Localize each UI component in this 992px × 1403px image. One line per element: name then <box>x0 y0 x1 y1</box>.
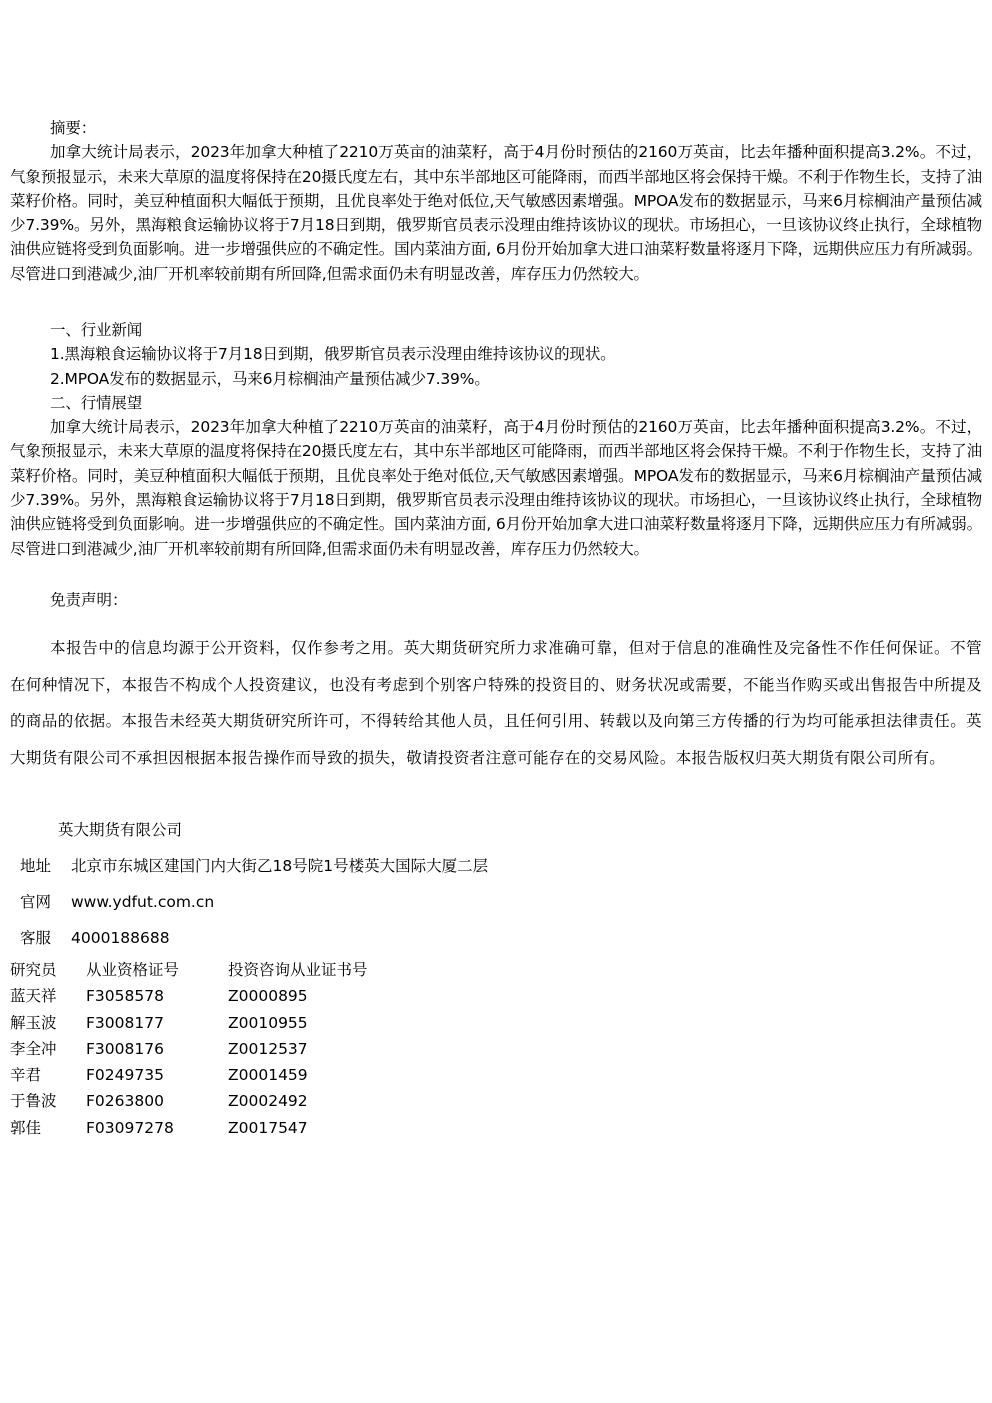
contact-address-row <box>20 854 488 878</box>
summary-label: 摘要： <box>50 119 97 137</box>
qualification-no: F0249735 <box>86 1066 164 1085</box>
table-row <box>10 1010 368 1036</box>
table-row <box>10 1036 368 1062</box>
staff-table-header <box>10 957 368 983</box>
table-row <box>10 1115 368 1141</box>
researcher-name: 李全冲 <box>10 1039 57 1058</box>
table-row <box>10 1062 368 1088</box>
qualification-no: F3058578 <box>86 987 164 1006</box>
industry-news-item-1: 1.黑海粮食运输协议将于7月18日到期，俄罗斯官员表示没理由维持该协议的现状。 <box>50 345 616 364</box>
staff-table <box>10 957 368 1141</box>
consulting-cert-no: Z0001459 <box>228 1066 308 1085</box>
header-consulting-cert-no: 投资咨询从业证书号 <box>228 961 368 979</box>
researcher-name: 辛君 <box>10 1066 42 1085</box>
outlook-heading: 二、行情展望 <box>50 393 143 412</box>
industry-news-item-2: 2.MPOA发布的数据显示，马来6月棕榈油产量预估减少7.39%。 <box>50 369 490 388</box>
consulting-cert-no: Z0000895 <box>228 987 308 1006</box>
qualification-no: F3008176 <box>86 1039 164 1058</box>
contact-service-label: 客服 <box>20 929 52 947</box>
contact-address-label: 地址 <box>20 857 52 875</box>
consulting-cert-no: Z0010955 <box>228 1013 308 1032</box>
contact-website-row <box>20 890 214 914</box>
researcher-name: 于鲁波 <box>10 1092 57 1111</box>
qualification-no: F03097278 <box>86 1118 174 1137</box>
news-outlook-section <box>10 318 982 561</box>
disclaimer-heading: 免责声明： <box>50 591 128 609</box>
table-row <box>10 1088 368 1114</box>
industry-news-heading: 一、行业新闻 <box>50 321 143 339</box>
contact-service-value: 4000188688 <box>71 929 170 947</box>
table-row <box>10 983 368 1009</box>
header-qualification-no: 从业资格证号 <box>86 961 180 979</box>
contact-website-value: www.ydfut.com.cn <box>71 893 215 911</box>
researcher-name: 解玉波 <box>10 1013 57 1032</box>
summary-text: 加拿大统计局表示，2023年加拿大种植了2210万英亩的油菜籽，高于4月份时预估的2160万英亩，比去年播种面积提高3.2%。不过，气象预报显示，未来大草原的温度将保持在20摄氏度左右，其中东半部地区可能降雨，而西半部地区将会保持干燥。不利于作物生长，支持了油菜籽价格。同时，美豆种植面积大幅低于预期，且优良率处于绝对低位,天气敏感因素增强。MPOA发布的数据显示，马来6月棕榈油产量预估减少7.39%。另外，黑海粮食运输协议将于7月18日到期，俄罗斯官员表示没理由维持该协议的现状。市场担心，一旦该协议终止执行，全球植物油供应链将受到负面影响。进一步增强供应的不确定性。国内菜油方面, 6月份开始加拿大进口油菜籽数量将逐月下降，远期供应压力有所减弱。尽管进口到港减少,油厂开机率较前期有所回降,但需求面仍未有明显改善，库存压力仍然较大。 <box>10 143 982 283</box>
qualification-no: F0263800 <box>86 1092 164 1111</box>
header-researcher: 研究员 <box>10 961 57 979</box>
contact-address-value: 北京市东城区建国门内大街乙18号院1号楼英大国际大厦二层 <box>71 857 489 875</box>
outlook-text: 加拿大统计局表示，2023年加拿大种植了2210万英亩的油菜籽，高于4月份时预估的2160万英亩，比去年播种面积提高3.2%。不过，气象预报显示，未来大草原的温度将保持在20摄氏度左右，其中东半部地区可能降雨，而西半部地区将会保持干燥。不利于作物生长，支持了油菜籽价格。同时，美豆种植面积大幅低于预期，且优良率处于绝对低位,天气敏感因素增强。MPOA发布的数据显示，马来6月棕榈油产量预估减少7.39%。另外，黑海粮食运输协议将于7月18日到期，俄罗斯官员表示没理由维持该协议的现状。市场担心，一旦该协议终止执行，全球植物油供应链将受到负面影响。进一步增强供应的不确定性。国内菜油方面, 6月份开始加拿大进口油菜籽数量将逐月下降，远期供应压力有所减弱。尽管进口到港减少,油厂开机率较前期有所回降,但需求面仍未有明显改善，库存压力仍然较大。 <box>10 418 982 558</box>
consulting-cert-no: Z0017547 <box>228 1118 308 1137</box>
qualification-no: F3008177 <box>86 1013 164 1032</box>
researcher-name: 蓝天祥 <box>10 987 57 1006</box>
researcher-name: 郭佳 <box>10 1118 42 1137</box>
summary-section <box>10 116 982 286</box>
consulting-cert-no: Z0002492 <box>228 1092 308 1111</box>
contact-website-label: 官网 <box>20 893 52 911</box>
company-name: 英大期货有限公司 <box>58 821 183 839</box>
contact-service-row <box>20 926 170 950</box>
disclaimer-text: 本报告中的信息均源于公开资料，仅作参考之用。英大期货研究所力求准确可靠，但对于信息的准确性及完备性不作任何保证。不管在何种情况下，本报告不构成个人投资建议，也没有考虑到个别客户特殊的投资目的、财务状况或需要，不能当作购买或出售报告中所提及的商品的依据。本报告未经英大期货研究所许可，不得转给其他人员，且任何引用、转载以及向第三方传播的行为均可能承担法律责任。英大期货有限公司不承担因根据本报告操作而导致的损失，敬请投资者注意可能存在的交易风险。本报告版权归英大期货有限公司所有。 <box>10 639 982 767</box>
consulting-cert-no: Z0012537 <box>228 1039 308 1058</box>
